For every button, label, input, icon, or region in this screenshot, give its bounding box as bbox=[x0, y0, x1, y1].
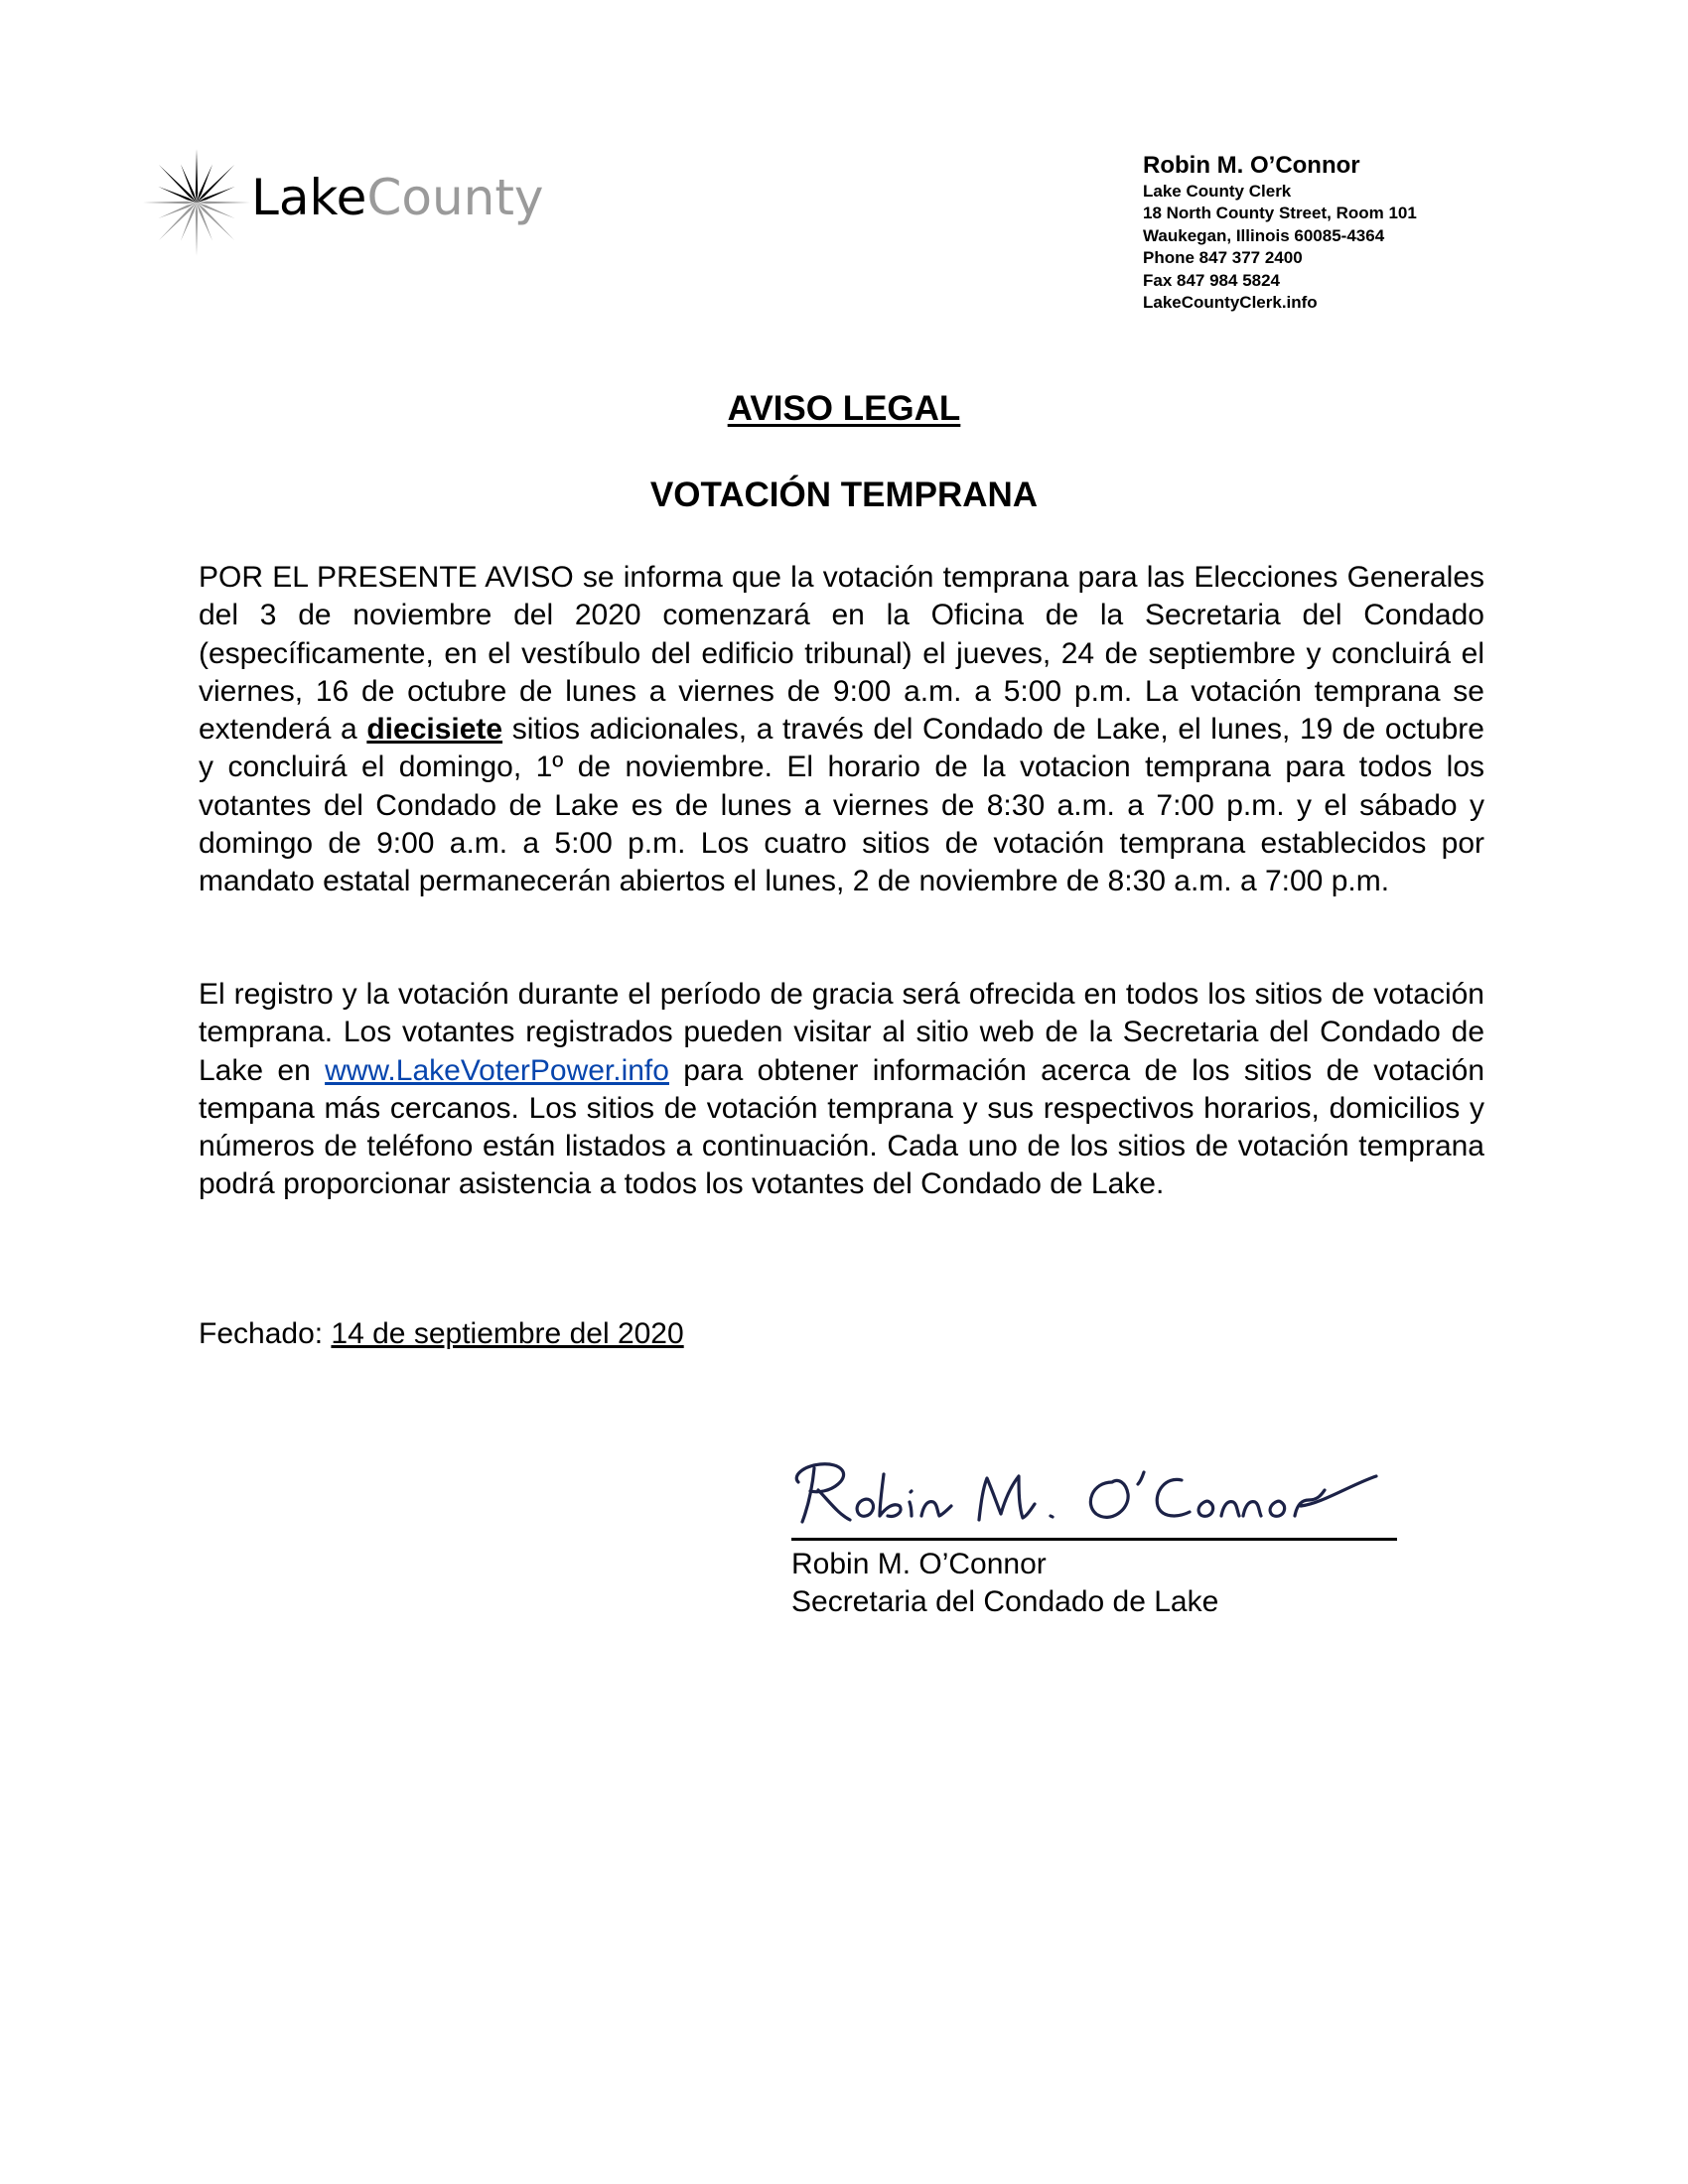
starburst-ray bbox=[197, 165, 234, 203]
paragraph2-text-after: para obtener información acerca de los sitios de votación tempana más cercanos. Los sitios de votación temprana y sus respectivos horarios, domicilios y números de teléfono están listados a continuación. Cada uno de los sitios de votación temprana podrá proporcionar asistencia a todos los votantes del Condado de Lake. bbox=[199, 1053, 1484, 1201]
starburst-ray bbox=[143, 202, 197, 204]
logo-wordmark bbox=[251, 169, 544, 226]
paragraph1-text-before: POR EL PRESENTE AVISO se informa que la votación temprana para las Elecciones Generales del 3 de noviembre del 2020 comenzará en la Oficina de la Secretaria del Condado (específicamente, en el vestíbulo del edificio tribunal) el jueves, 24 de septiembre y concluirá el viernes, 16 de octubre de lunes a viernes de 9:00 a.m. a 5:00 p.m. La votación temprana se extenderá a bbox=[199, 561, 1484, 747]
clerk-address-line-2: Waukegan, Illinois 60085-4364 bbox=[1143, 225, 1385, 245]
lake-county-starburst-icon bbox=[142, 141, 251, 260]
clerk-address-block bbox=[1143, 151, 1540, 314]
dated-date: 14 de septiembre del 2020 bbox=[331, 1317, 684, 1350]
signer-block bbox=[791, 1546, 1218, 1622]
notice-subtitle: VOTACIÓN TEMPRANA bbox=[649, 476, 1039, 514]
starburst-ray bbox=[197, 202, 250, 204]
paragraph-early-voting-schedule bbox=[199, 559, 1484, 901]
signer-name: Robin M. O’Connor bbox=[791, 1548, 1047, 1580]
dated-label: Fechado: bbox=[199, 1317, 332, 1350]
signature-line bbox=[791, 1538, 1397, 1541]
starburst-ray bbox=[196, 203, 198, 256]
lake-county-logo bbox=[142, 141, 544, 260]
clerk-fax: Fax 847 984 5824 bbox=[1143, 270, 1281, 290]
signer-title: Secretaria del Condado de Lake bbox=[791, 1585, 1219, 1619]
dated-line bbox=[199, 1317, 684, 1351]
starburst-ray bbox=[159, 165, 197, 203]
lake-voter-power-link[interactable]: www.LakeVoterPower.info bbox=[325, 1053, 669, 1087]
paragraph1-emphasis: diecisiete bbox=[366, 713, 503, 747]
clerk-phone: Phone 847 377 2400 bbox=[1143, 248, 1303, 268]
paragraph-grace-period bbox=[199, 976, 1484, 1204]
clerk-address-line-1: 18 North County Street, Room 101 bbox=[1143, 204, 1417, 223]
starburst-ray bbox=[197, 203, 234, 240]
paragraph1-text-after: sitios adicionales, a través del Condado de Lake, el lunes, 19 de octubre y concluirá el domingo, 1º de noviembre. El horario de la votacion temprana para todos los votantes del Condado de Lake es de lunes a viernes de 8:30 a.m. a 7:00 p.m. y el sábado y domingo de 9:00 a.m. a 5:00 p.m. Los cuatro sitios de votación temprana establecidos por mandato estatal permanecerán abiertos el lunes, 2 de noviembre de 8:30 a.m. a 7:00 p.m. bbox=[199, 713, 1484, 898]
clerk-name: Robin M. O’Connor bbox=[1143, 152, 1360, 179]
handwritten-signature bbox=[784, 1444, 1400, 1534]
starburst-ray bbox=[159, 203, 197, 240]
paragraph2-text-before: El registro y la votación durante el período de gracia será ofrecida en todos los sitios de votación temprana. Los votantes registrados pueden visitar al sitio web de la Secretaria del Condado de Lake en bbox=[199, 978, 1484, 1087]
notice-title: AVISO LEGAL bbox=[727, 389, 961, 428]
logo-text-lake: Lake bbox=[251, 169, 367, 226]
clerk-title: Lake County Clerk bbox=[1143, 182, 1292, 201]
starburst-ray bbox=[196, 149, 198, 203]
clerk-website: LakeCountyClerk.info bbox=[1143, 293, 1318, 313]
logo-text-county: County bbox=[366, 169, 544, 226]
